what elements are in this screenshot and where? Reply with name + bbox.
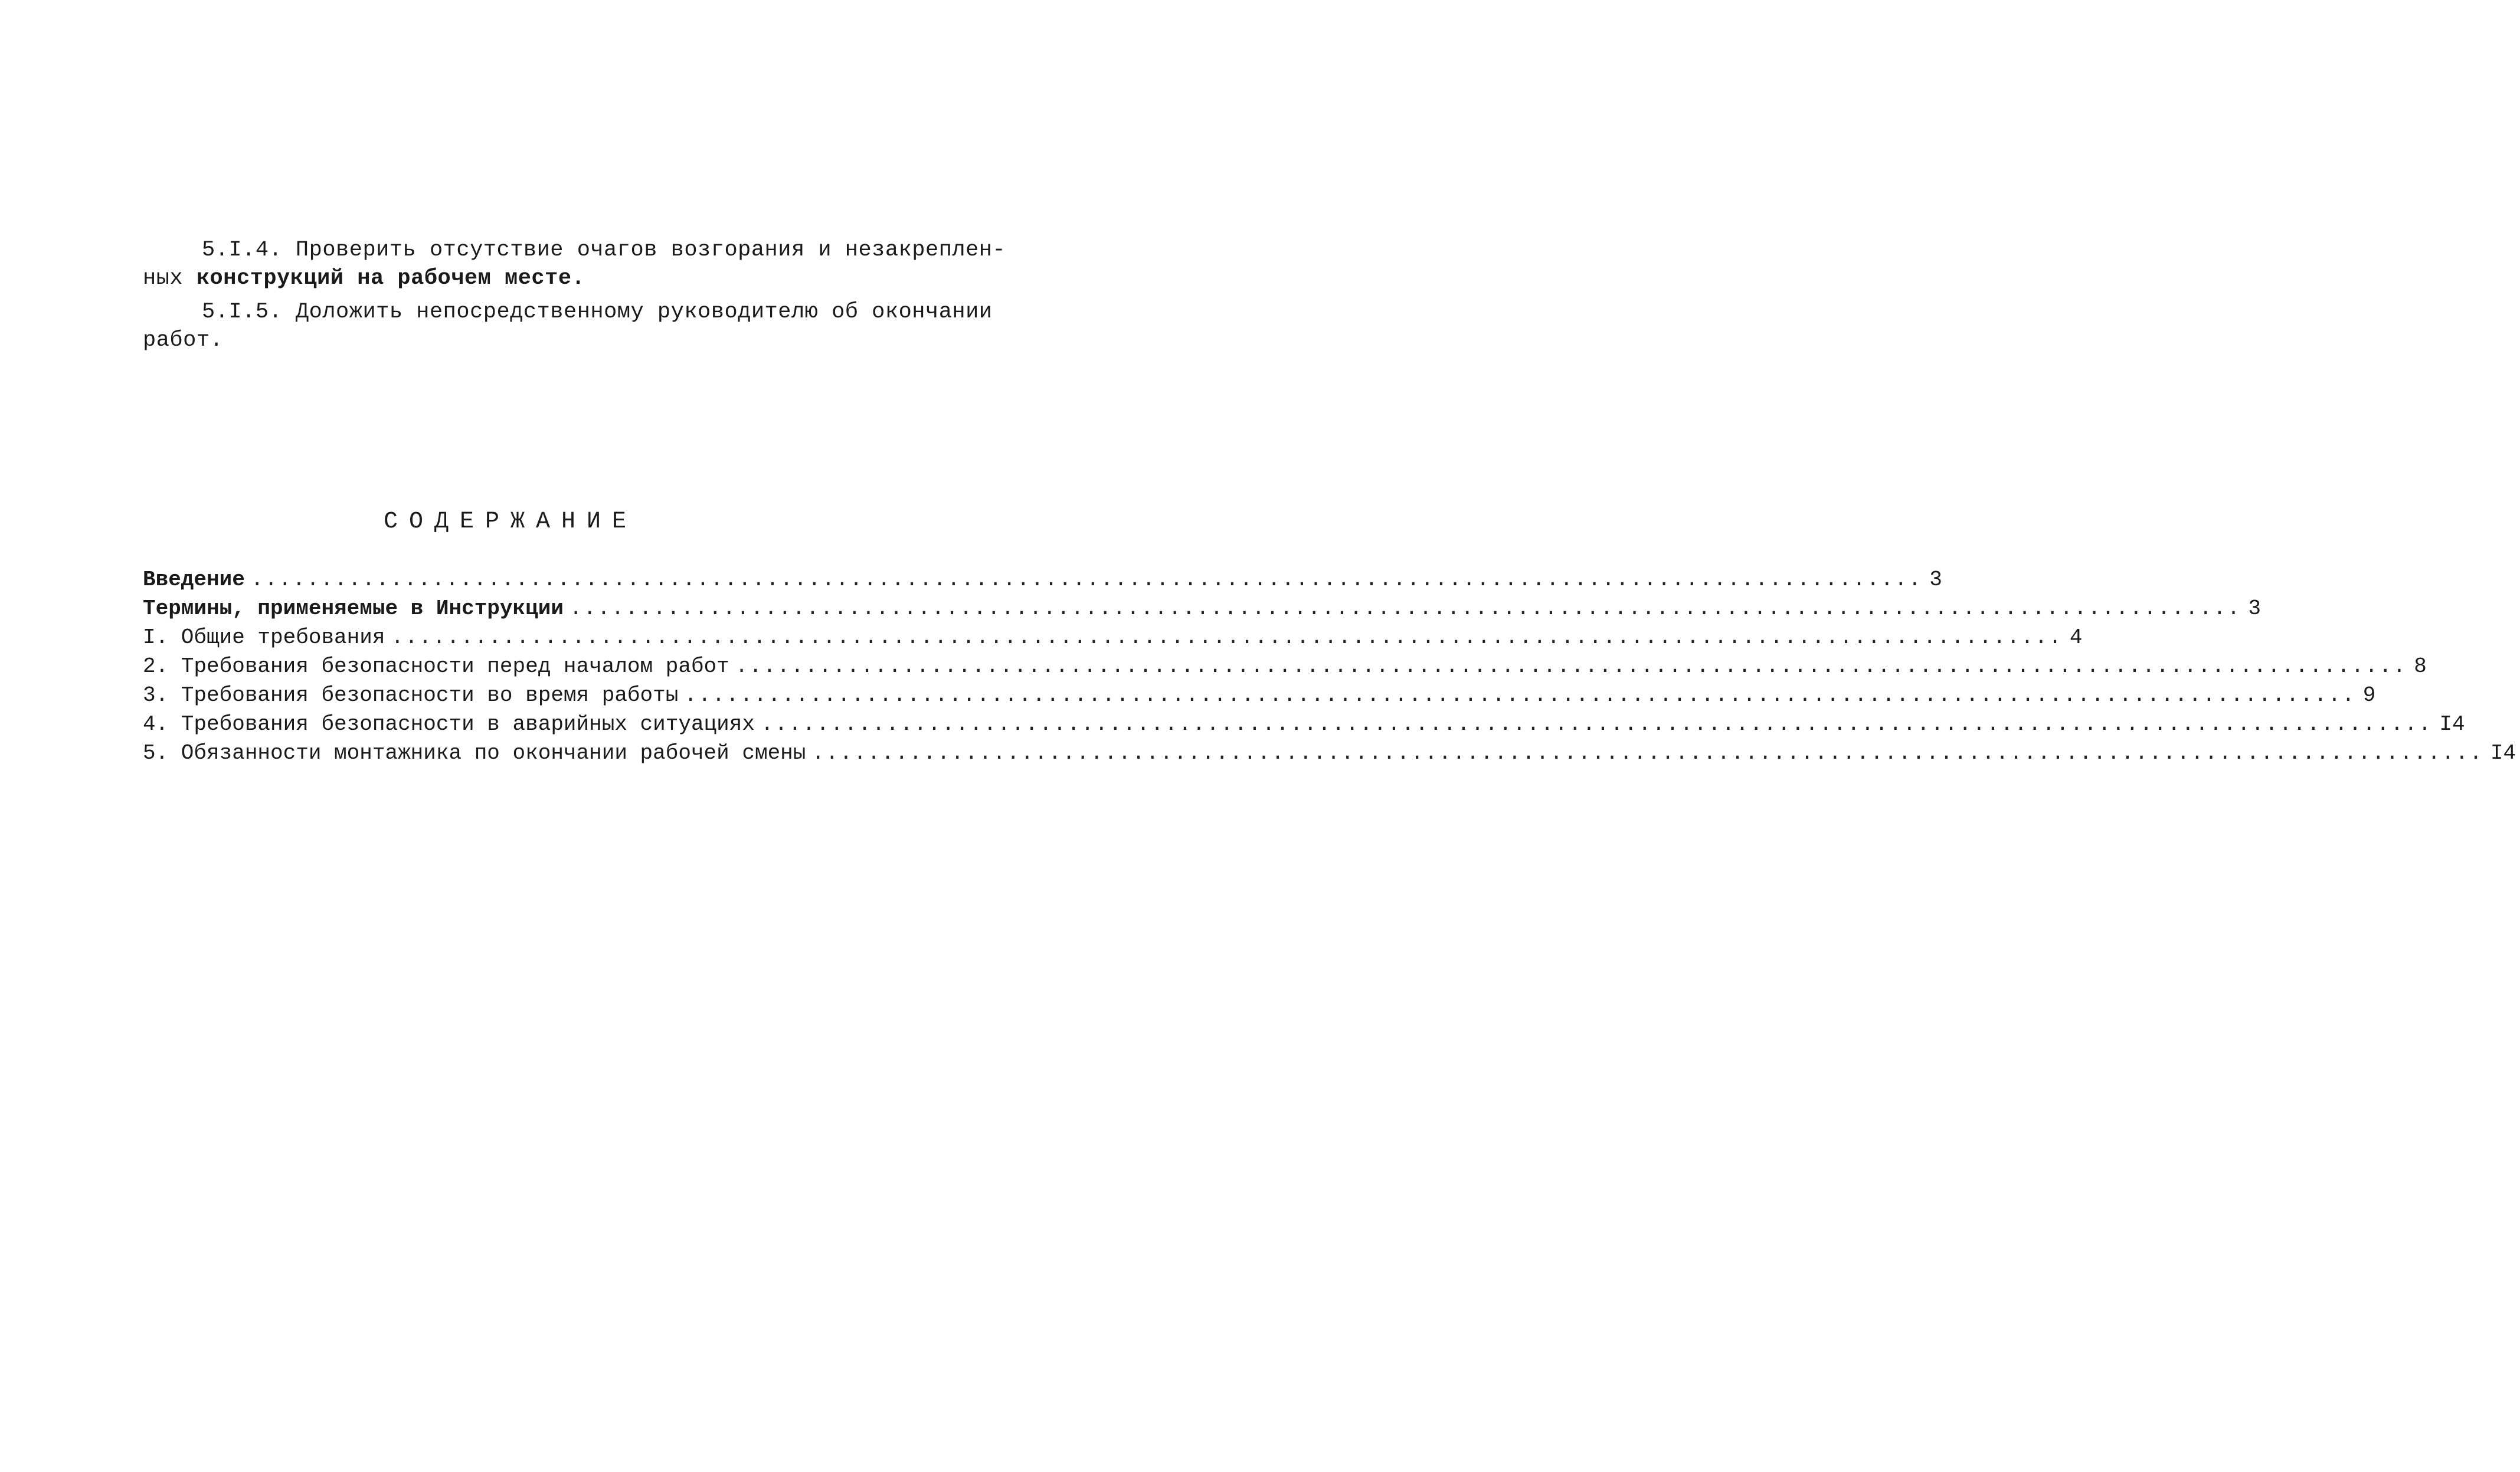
toc-entry <box>143 652 2427 681</box>
paragraph-5-1-4-line-1: 5.I.4. Проверить отсутствие очагов возгорания и незакреплен- <box>202 238 1006 263</box>
toc-entry-page: 8 <box>2414 654 2427 678</box>
toc-leader-dots: ........................................................................................................................ <box>684 683 2356 707</box>
toc-entry-page: 4 <box>2069 625 2083 650</box>
toc-title: СОДЕРЖАНИЕ <box>384 509 638 535</box>
toc-leader-dots: ........................................................................................................................ <box>250 568 1923 592</box>
paragraph-5-1-4-line-2-bold: конструкций на рабочем месте. <box>196 266 585 291</box>
toc-entry-label: 3. Требования безопасности во время работы <box>143 683 679 707</box>
toc-entry <box>143 565 1942 594</box>
toc-entry-label: Введение <box>143 568 245 592</box>
paragraph-5-1-5-line-2: работ. <box>143 328 224 353</box>
table-of-contents <box>143 565 2516 768</box>
toc-leader-dots: ........................................................................................................................ <box>569 596 2241 621</box>
toc-entry <box>143 739 2516 768</box>
toc-entry-page: I4 <box>2439 712 2465 736</box>
toc-entry-label: 2. Требования безопасности перед началом работ <box>143 654 729 678</box>
paragraph-5-1-4-line-2 <box>143 264 585 293</box>
toc-entry <box>143 594 2261 623</box>
toc-entry-page: I4 <box>2490 741 2516 765</box>
toc-leader-dots: ........................................................................................................................ <box>811 741 2483 765</box>
toc-entry <box>143 710 2465 739</box>
toc-entry-label: 4. Требования безопасности в аварийных ситуациях <box>143 712 755 736</box>
paragraph-5-1-5-line-1: 5.I.5. Доложить непосредственному руководителю об окончании <box>202 300 993 324</box>
toc-leader-dots: ........................................................................................................................ <box>735 654 2407 678</box>
toc-leader-dots: ........................................................................................................................ <box>760 712 2433 736</box>
toc-entry-page: 9 <box>2362 683 2376 707</box>
toc-entry-label: I. Общие требования <box>143 625 385 650</box>
toc-entry <box>143 623 2083 652</box>
toc-leader-dots: ........................................................................................................................ <box>391 625 2063 650</box>
toc-entry <box>143 681 2376 710</box>
toc-entry-label: Термины, применяемые в Инструкции <box>143 596 564 621</box>
toc-entry-label: 5. Обязанности монтажника по окончании рабочей смены <box>143 741 806 765</box>
toc-entry-page: 3 <box>1929 568 1942 592</box>
paragraph-5-1-4-line-2-prefix: ных <box>143 266 197 291</box>
toc-entry-page: 3 <box>2248 596 2261 621</box>
